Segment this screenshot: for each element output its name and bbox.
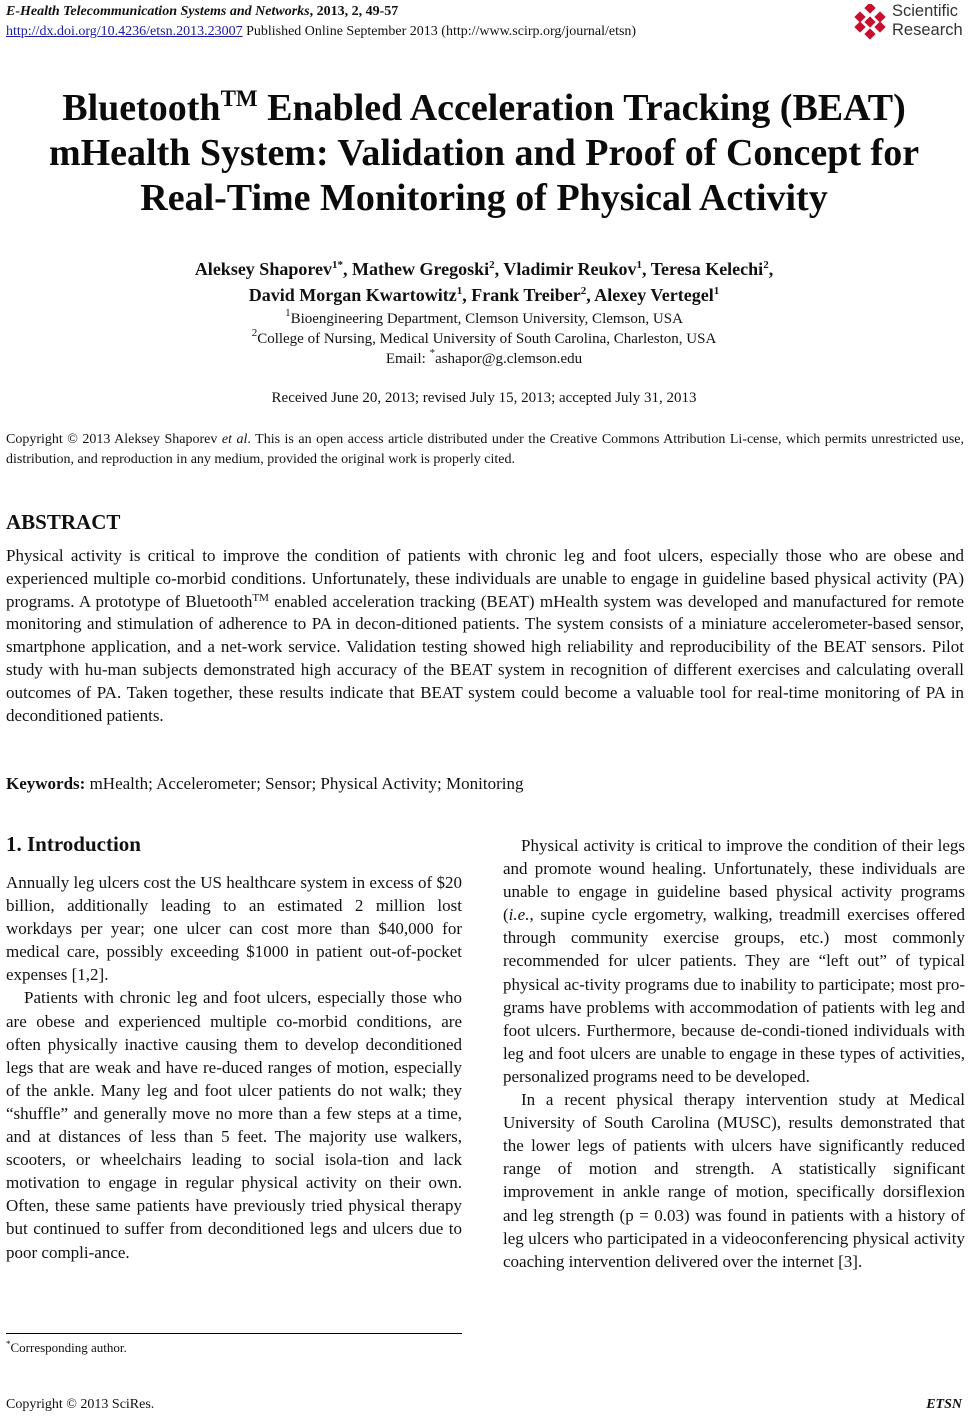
doi-link[interactable]: http://dx.doi.org/10.4236/etsn.2013.23007: [6, 24, 243, 39]
author-name: Aleksey Shaporev: [194, 259, 332, 279]
author-sup: 2: [763, 259, 769, 271]
footnote-text: Corresponding author.: [10, 1340, 127, 1355]
footnote-sup: *: [6, 1339, 11, 1349]
copyright-text: . This is an open access article distributed under the Creative Commons Attribution Li-cense, which permits unrestricted use, distribution, and reproduction in any medium, provided the original work is properly cited.: [6, 432, 964, 467]
right-column: [503, 834, 965, 1273]
journal-volume: , 2013, 2, 49-57: [309, 4, 399, 19]
doi-line: [6, 24, 636, 40]
email-address[interactable]: ashapor@g.clemson.edu: [435, 351, 583, 367]
author-sup: 1*: [332, 259, 343, 271]
logo-line-1: Scientific: [892, 2, 959, 20]
title-line-1: [0, 86, 968, 131]
keywords-label: Keywords:: [6, 774, 86, 793]
copyright-text: Copyright © 2013 Aleksey Shaporev: [6, 432, 222, 447]
affiliation-text: College of Nursing, Medical University of South Carolina, Charleston, USA: [257, 331, 717, 347]
footnote-divider: [6, 1333, 462, 1334]
email-sup: *: [429, 347, 436, 359]
paragraph: Patients with chronic leg and foot ulcers, especially those who are obese and experienced multiple co-morbid conditions, are often physically inactive causing them to develop deconditioned legs that are weak and have re-duced ranges of motion, especially of the ankle. Many leg and foot ulcer patients do not walk; they “shuffle” and generally move no more than a few steps at a time, and at distances of less than 5 feet. The majority use walkers, scooters, or wheelchairs leading to social isola-tion and lack motivation to engage in regular physical activity on their own. Often, these same patients have previously tried physical therapy but continued to suffer from deconditioned legs and ulcers due to poor compli-ance.: [6, 988, 462, 1262]
abstract-body: [6, 545, 964, 727]
author-list: [0, 256, 968, 308]
affiliation-sup: 1: [285, 307, 291, 319]
paragraph-italic: i.e.: [508, 905, 530, 925]
paragraph: [503, 834, 965, 1088]
author-name: , Frank Treiber: [462, 285, 581, 305]
author-name: , Mathew Gregoski: [343, 259, 490, 279]
email-label: Email:: [385, 351, 430, 367]
left-column: [6, 871, 462, 1264]
affiliation-sup: 2: [251, 327, 258, 339]
author-name: , Alexey Vertegel: [586, 285, 714, 305]
abstract-heading: ABSTRACT: [6, 510, 121, 534]
paragraph: In a recent physical therapy intervention study at Medical University of South Carolina (MUSC), results demonstrated that the lower legs of patients with ulcers have significantly reduced range of motion and strength. A statistically significant improvement in ankle range of motion, specifically dorsiflexion and leg strength (p = 0.03) was found in patients with a history of leg ulcers who participated in a videoconferencing physical activity coaching intervention delivered over the internet [3].: [503, 1090, 965, 1271]
author-sup: 1: [713, 285, 720, 297]
footer-journal-abbrev: ETSN: [926, 1397, 962, 1412]
email-line: [0, 349, 968, 369]
copyright-notice: [6, 430, 964, 470]
affiliation-2: [0, 329, 968, 349]
paragraph-text: Physical activity is critical to improve the condition of their legs and promote wound healing. Unfortunately, these individuals are unable to engage in guideline based physical activity programs (: [503, 836, 965, 925]
author-line-1: [0, 256, 968, 282]
affiliation-1: [0, 309, 968, 329]
paper-title: [0, 86, 968, 221]
journal-name: E-Health Telecommunication Systems and Networks: [6, 4, 310, 19]
received-dates: Received June 20, 2013; revised July 15, 2013; accepted July 31, 2013: [271, 390, 697, 406]
trademark-sup: TM: [252, 591, 269, 604]
trademark-sup: TM: [220, 86, 258, 111]
footer-copyright: Copyright © 2013 SciRes.: [6, 1397, 155, 1412]
keywords-text: mHealth; Accelerometer; Sensor; Physical Activity; Monitoring: [85, 774, 524, 793]
author-name: , Teresa Kelechi: [642, 259, 764, 279]
copyright-etal: et al: [221, 432, 248, 447]
footnote: [6, 1340, 127, 1356]
affiliation-text: Bioengineering Department, Clemson University, Clemson, USA: [290, 311, 683, 327]
title-text: Enabled Acceleration Tracking (BEAT): [257, 87, 906, 129]
section-heading-introduction: 1. Introduction: [6, 832, 141, 856]
title-line-2: mHealth System: Validation and Proof of Concept for: [48, 132, 920, 174]
author-sup: 1: [636, 259, 643, 271]
keywords: [6, 774, 964, 794]
author-line-2: [0, 282, 968, 308]
logo-wordmark: [892, 2, 963, 40]
author-sup: 2: [580, 285, 587, 297]
paragraph: Annually leg ulcers cost the US healthcare system in excess of $20 billion, additionally leading to an estimated 2 million lost workdays per year; one ulcer can cost more than $40,000 for medical care, possibly exceeding $1000 in patient out-of-pocket expenses [1,2].: [6, 873, 462, 985]
title-line-3: Real-Time Monitoring of Physical Activity: [140, 177, 828, 219]
author-sup: 2: [489, 259, 495, 271]
journal-header: [6, 4, 398, 20]
scientific-research-logo-icon: [852, 4, 888, 40]
abstract-text: Physical activity is critical to improve the condition of patients with chronic leg and foot ulcers, especially those who are obese and experienced multiple co-morbid conditions. Unfortunately, these individuals are unable to engage in guideline based physical activity (PA) programs. A prototype of Bluetooth: [6, 546, 964, 611]
author-name: David Morgan Kwartowitz: [248, 285, 457, 305]
author-separator: ,: [768, 259, 774, 279]
scientific-research-logo: [852, 2, 967, 42]
author-name: , Vladimir Reukov: [494, 259, 637, 279]
paragraph-text: , supine cycle ergometry, walking, treadmill exercises offered through community exercise groups, etc.) most commonly recommended for ulcer patients. They are “left out” of typical physical ac-tivity programs due to inability to participate; most pro-grams have problems with accommodation of patients with leg and foot ulcers. Furthermore, because de-condi-tioned individuals with leg and foot ulcers are unable to engage in these types of activities, personalized programs need to be developed.: [503, 905, 965, 1086]
abstract-text: enabled acceleration tracking (BEAT) mHealth system was developed and manufactured for remote monitoring and stimulation of adherence to PA in decon-ditioned patients. The system consists of a miniature accelerometer-based sensor, smartphone application, and a net-work service. Validation testing showed high reliability and reproducibility of the BEAT sensors. Pilot study with hu-man subjects demonstrated high accuracy of the BEAT system in recognition of different exercises and calculating overall outcomes of PA. Taken together, these results indicate that BEAT system could become a valuable tool for real-time monitoring of PA in deconditioned patients.: [6, 591, 964, 725]
affiliations: [0, 309, 968, 369]
logo-line-2: Research: [892, 21, 963, 39]
author-sup: 1: [456, 285, 463, 297]
published-info: Published Online September 2013 (http://www.scirp.org/journal/etsn): [242, 24, 637, 39]
title-text: Bluetooth: [62, 87, 221, 129]
